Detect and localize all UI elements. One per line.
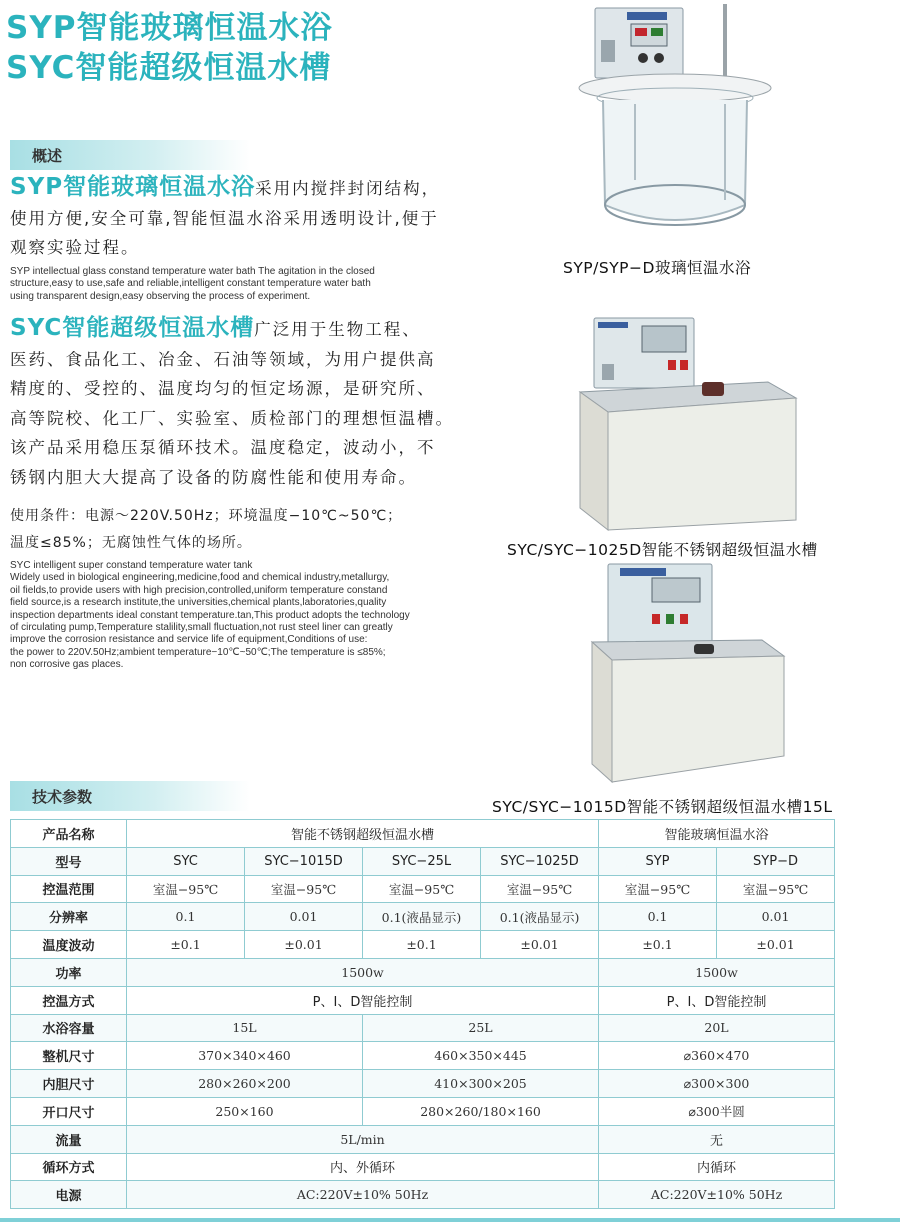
table-cell: ±0.01 <box>717 931 835 959</box>
english-line: non corrosive gas places. <box>10 659 124 671</box>
condition-line: 使用条件：电源～220V.50Hz；环境温度−10℃~50℃； <box>10 508 403 524</box>
row-label: 整机尺寸 <box>11 1042 127 1070</box>
row-label: 电源 <box>11 1181 127 1209</box>
bottom-divider <box>0 1218 900 1222</box>
table-row <box>11 931 835 959</box>
english-line: of circulating pump,Temperature stalility,small fluctuation,not rust steel liner can greatly <box>10 622 393 634</box>
table-cell: 室温−95℃ <box>245 875 363 903</box>
syc-description <box>10 314 470 492</box>
table-cell: ±0.1 <box>363 931 481 959</box>
syc-text-line: 精度的、受控的、温度均匀的恒定场源，是研究所、 <box>10 379 436 398</box>
table-row <box>11 820 835 848</box>
condition-line: 温度≤85%；无腐蚀性气体的场所。 <box>10 535 252 551</box>
syp-english-description <box>10 266 462 303</box>
table-cell: 0.01 <box>717 903 835 931</box>
table-cell: ±0.01 <box>245 931 363 959</box>
syc-text-line: 高等院校、化工厂、实验室、质检部门的理想恒温槽。 <box>10 408 454 428</box>
row-label: 产品名称 <box>11 820 127 848</box>
row-label: 内胆尺寸 <box>11 1070 127 1098</box>
title-line-2: SYC智能超级恒温水槽 <box>6 50 332 86</box>
overview-heading-bar <box>10 140 250 170</box>
photo-caption-syp: SYP/SYP−D玻璃恒温水浴 <box>563 259 751 277</box>
model-cell: SYP−D <box>717 847 835 875</box>
table-cell: 1500w <box>127 958 599 986</box>
table-cell: 460×350×445 <box>363 1042 599 1070</box>
table-row <box>11 1042 835 1070</box>
specs-heading-bar <box>10 781 250 811</box>
syc-text-line: 该产品采用稳压泵循环技术。温度稳定，波动小，不 <box>10 438 436 457</box>
table-cell: 室温−95℃ <box>481 875 599 903</box>
table-cell: 15L <box>127 1014 363 1042</box>
table-cell: 250×160 <box>127 1097 363 1125</box>
table-cell: 0.1 <box>127 903 245 931</box>
spec-table <box>10 819 835 1209</box>
model-cell: SYC−1015D <box>245 847 363 875</box>
row-label: 流量 <box>11 1125 127 1153</box>
syc-product-name: SYC智能超级恒温水槽 <box>10 315 255 341</box>
group-header-syc: 智能不锈钢超级恒温水槽 <box>127 820 599 848</box>
syp-product-name: SYP智能玻璃恒温水浴 <box>10 174 256 200</box>
table-row <box>11 986 835 1014</box>
table-cell: ±0.01 <box>481 931 599 959</box>
syp-text-line: 观察实验过程。 <box>10 238 140 257</box>
table-cell: 1500w <box>599 958 835 986</box>
model-cell: SYC−1025D <box>481 847 599 875</box>
table-cell: 无 <box>599 1125 835 1153</box>
title-line-1: SYP智能玻璃恒温水浴 <box>6 10 333 46</box>
stainless-water-tank-1015d-photo <box>590 560 786 792</box>
row-label: 温度波动 <box>11 931 127 959</box>
table-cell: 0.1(液晶显示) <box>363 903 481 931</box>
syp-description <box>10 173 470 263</box>
table-row <box>11 903 835 931</box>
group-header-syp: 智能玻璃恒温水浴 <box>599 820 835 848</box>
english-line: field source,is a research institute,the universities,chemical plants,laboratories,quality <box>10 597 387 609</box>
table-row <box>11 1014 835 1042</box>
table-cell: 280×260/180×160 <box>363 1097 599 1125</box>
table-row <box>11 1181 835 1209</box>
table-row <box>11 958 835 986</box>
specs-heading: 技术参数 <box>32 788 93 806</box>
table-cell: 0.1(液晶显示) <box>481 903 599 931</box>
syc-text-line: 广泛用于生物工程、 <box>254 320 421 339</box>
model-cell: SYC−25L <box>363 847 481 875</box>
english-line: SYP intellectual glass constand temperature water bath The agitation in the closed <box>10 266 375 277</box>
photo-caption-1025d: SYC/SYC−1025D智能不锈钢超级恒温水槽 <box>507 541 818 559</box>
syc-text-line: 锈钢内胆大大提高了设备的防腐性能和使用寿命。 <box>10 467 417 487</box>
row-label: 功率 <box>11 958 127 986</box>
table-cell: P、I、D智能控制 <box>599 986 835 1014</box>
table-cell: 0.01 <box>245 903 363 931</box>
table-row <box>11 1125 835 1153</box>
usage-conditions <box>10 503 470 557</box>
row-label: 型号 <box>11 847 127 875</box>
table-cell: 室温−95℃ <box>717 875 835 903</box>
english-line: inspection departments ideal constant temperature.tan,This product adopts the technology <box>10 609 410 621</box>
table-row <box>11 875 835 903</box>
table-row <box>11 1153 835 1181</box>
english-line: the power to 220V.50Hz;ambient temperature−10℃~50℃;The temperature is ≤85%; <box>10 646 386 658</box>
table-cell: 内、外循环 <box>127 1153 599 1181</box>
photo-caption-1015d: SYC/SYC−1015D智能不锈钢超级恒温水槽15L <box>492 798 833 816</box>
table-cell: 410×300×205 <box>363 1070 599 1098</box>
table-cell: AC:220V±10% 50Hz <box>599 1181 835 1209</box>
table-cell: ±0.1 <box>127 931 245 959</box>
model-cell: SYC <box>127 847 245 875</box>
model-cell: SYP <box>599 847 717 875</box>
table-cell: 0.1 <box>599 903 717 931</box>
table-cell: ⌀360×470 <box>599 1042 835 1070</box>
english-line: SYC intelligent super constand temperature water tank <box>10 560 253 571</box>
overview-heading: 概述 <box>32 147 63 165</box>
table-cell: AC:220V±10% 50Hz <box>127 1181 599 1209</box>
table-cell: 室温−95℃ <box>127 875 245 903</box>
row-label: 分辨率 <box>11 903 127 931</box>
row-label: 开口尺寸 <box>11 1097 127 1125</box>
english-line: oil fields,to provide users with high precision,controlled,uniform temperature constand <box>10 584 388 596</box>
syc-text-line: 医药、食品化工、冶金、石油等领域，为用户提供高 <box>10 349 436 369</box>
table-cell: 内循环 <box>599 1153 835 1181</box>
row-label: 循环方式 <box>11 1153 127 1181</box>
glass-water-bath-photo <box>575 0 775 248</box>
table-row <box>11 1097 835 1125</box>
table-cell: 25L <box>363 1014 599 1042</box>
table-row <box>11 1070 835 1098</box>
table-cell: 370×340×460 <box>127 1042 363 1070</box>
row-label: 水浴容量 <box>11 1014 127 1042</box>
english-line: structure,easy to use,safe and reliable,intelligent constant temperature water bath <box>10 278 371 290</box>
table-cell: 5L/min <box>127 1125 599 1153</box>
english-line: using transparent design,easy observing the process of experiment. <box>10 290 311 302</box>
syp-text-line: 使用方便,安全可靠,智能恒温水浴采用透明设计,便于 <box>10 208 439 228</box>
english-line: Widely used in biological engineering,medicine,food and chemical industry,metallurgy, <box>10 572 390 584</box>
table-cell: ⌀300半圆 <box>599 1097 835 1125</box>
table-cell: 280×260×200 <box>127 1070 363 1098</box>
table-cell: 20L <box>599 1014 835 1042</box>
row-label: 控温方式 <box>11 986 127 1014</box>
table-row <box>11 847 835 875</box>
table-cell: 室温−95℃ <box>363 875 481 903</box>
table-cell: ⌀300×300 <box>599 1070 835 1098</box>
table-cell: ±0.1 <box>599 931 717 959</box>
syp-text-line: 采用内搅拌封闭结构， <box>255 179 441 198</box>
english-line: improve the corrosion resistance and service life of equipment,Conditions of use: <box>10 634 368 646</box>
row-label: 控温范围 <box>11 875 127 903</box>
stainless-water-tank-1025d-photo <box>578 312 800 532</box>
table-cell: 室温−95℃ <box>599 875 717 903</box>
table-cell: P、I、D智能控制 <box>127 986 599 1014</box>
syc-english-description <box>10 560 462 672</box>
